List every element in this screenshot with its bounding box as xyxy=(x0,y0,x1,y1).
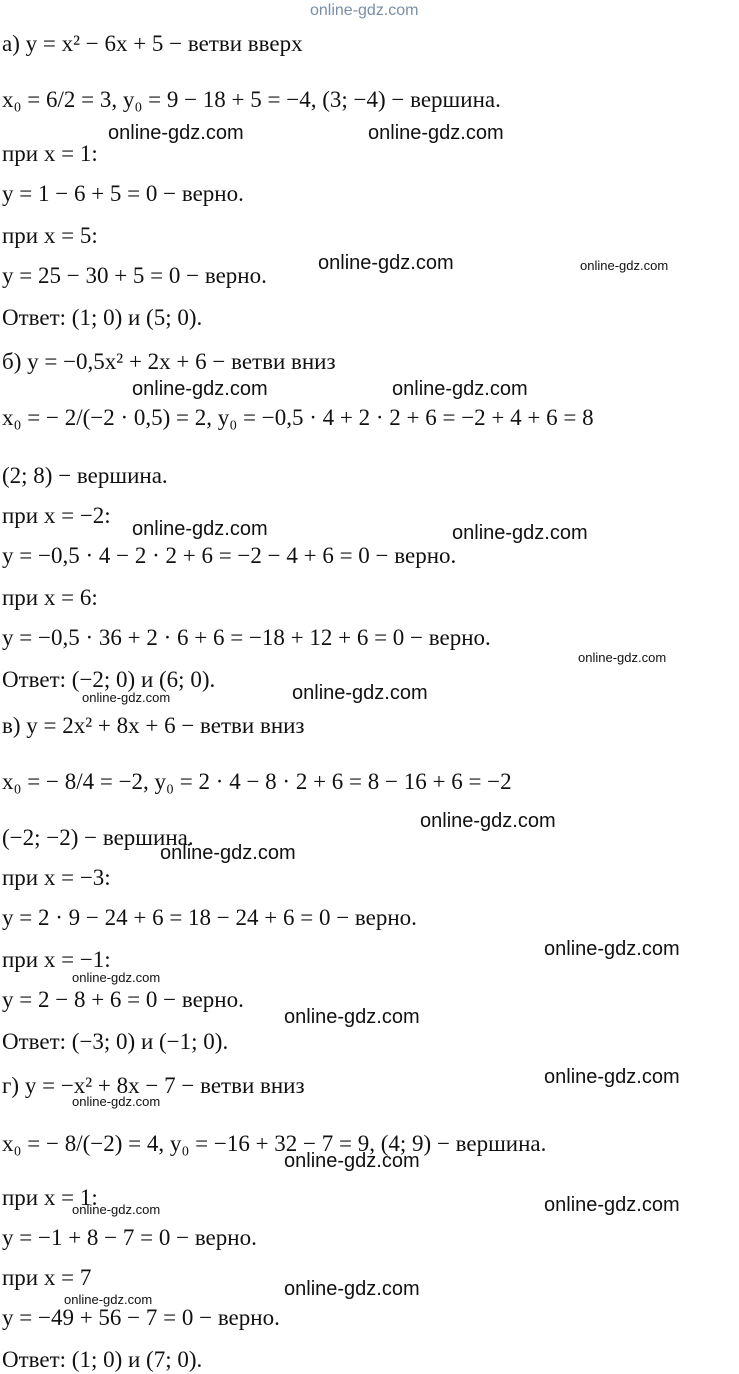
watermark: online-gdz.com xyxy=(580,258,669,273)
header-watermark: online-gdz.com xyxy=(310,2,419,19)
watermark: online-gdz.com xyxy=(82,690,171,705)
solution-line: при x = 7 xyxy=(2,1265,92,1290)
solution-line-d-vertex: x₀ = − 8/(−2) = 4, y₀ = −16 + 32 − 7 = 9, (4; 9) − вершина. xyxy=(2,1131,547,1156)
answer-c: Ответ: (−3; 0) и (−1; 0). xyxy=(2,1029,229,1054)
solution-line: y = −49 + 56 − 7 = 0 − верно. xyxy=(2,1305,280,1330)
solution-line-a-title: а) y = x² − 6x + 5 − ветви вверх xyxy=(2,31,303,56)
solution-line-d-title: г) y = −x² + 8x − 7 − ветви вниз xyxy=(2,1073,305,1098)
watermark: online-gdz.com xyxy=(108,122,244,144)
solution-line: при x = −2: xyxy=(2,503,111,528)
solution-line: y = −1 + 8 − 7 = 0 − верно. xyxy=(2,1225,257,1250)
watermark: online-gdz.com xyxy=(368,122,504,144)
answer-a: Ответ: (1; 0) и (5; 0). xyxy=(2,305,203,330)
answer-d: Ответ: (1; 0) и (7; 0). xyxy=(2,1347,203,1372)
solution-line-b-title: б) y = −0,5x² + 2x + 6 − ветви вниз xyxy=(2,349,336,374)
watermark: online-gdz.com xyxy=(132,378,268,400)
solution-line-b-vertex: x₀ = − 2/(−2 · 0,5) = 2, y₀ = −0,5 · 4 + 2 · 2 + 6 = −2 + 4 + 6 = 8 xyxy=(2,405,594,430)
watermark: online-gdz.com xyxy=(160,842,296,864)
watermark: online-gdz.com xyxy=(284,1278,420,1300)
solution-line: y = −0,5 · 36 + 2 · 6 + 6 = −18 + 12 + 6 = 0 − верно. xyxy=(2,625,491,650)
watermark: online-gdz.com xyxy=(420,810,556,832)
solution-line: при x = 1: xyxy=(2,141,98,166)
watermark: online-gdz.com xyxy=(72,970,161,985)
watermark: online-gdz.com xyxy=(284,1150,420,1172)
watermark: online-gdz.com xyxy=(72,1202,161,1217)
answer-b: Ответ: (−2; 0) и (6; 0). xyxy=(2,667,216,692)
watermark: online-gdz.com xyxy=(578,650,667,665)
solution-line: y = −0,5 · 4 − 2 · 2 + 6 = −2 − 4 + 6 = 0 − верно. xyxy=(2,543,457,568)
solution-line: при x = 6: xyxy=(2,585,98,610)
solution-line: y = 2 · 9 − 24 + 6 = 18 − 24 + 6 = 0 − верно. xyxy=(2,905,417,930)
solution-line-c-vertex: x₀ = − 8/4 = −2, y₀ = 2 · 4 − 8 · 2 + 6 = 8 − 16 + 6 = −2 xyxy=(2,769,512,794)
solution-line: при x = 5: xyxy=(2,223,98,248)
watermark: online-gdz.com xyxy=(544,1066,680,1088)
solution-line: y = 1 − 6 + 5 = 0 − верно. xyxy=(2,181,244,206)
watermark: online-gdz.com xyxy=(284,1006,420,1028)
solution-line-a-vertex: x₀ = 6/2 = 3, y₀ = 9 − 18 + 5 = −4, (3; −4) − вершина. xyxy=(2,87,501,112)
solution-line: (2; 8) − вершина. xyxy=(2,463,168,488)
solution-line-c-title: в) y = 2x² + 8x + 6 − ветви вниз xyxy=(2,713,305,738)
solution-line: y = 25 − 30 + 5 = 0 − верно. xyxy=(2,263,267,288)
solution-line: при x = −1: xyxy=(2,947,111,972)
watermark: online-gdz.com xyxy=(452,522,588,544)
solution-line: при x = 1: xyxy=(2,1185,98,1210)
watermark: online-gdz.com xyxy=(392,378,528,400)
watermark: online-gdz.com xyxy=(132,518,268,540)
watermark: online-gdz.com xyxy=(544,1194,680,1216)
solution-line: при x = −3: xyxy=(2,865,111,890)
solution-line: (−2; −2) − вершина. xyxy=(2,825,194,850)
watermark: online-gdz.com xyxy=(292,682,428,704)
watermark: online-gdz.com xyxy=(544,938,680,960)
watermark: online-gdz.com xyxy=(64,1292,153,1307)
solution-line: y = 2 − 8 + 6 = 0 − верно. xyxy=(2,987,244,1012)
watermark: online-gdz.com xyxy=(72,1094,161,1109)
watermark: online-gdz.com xyxy=(318,252,454,274)
